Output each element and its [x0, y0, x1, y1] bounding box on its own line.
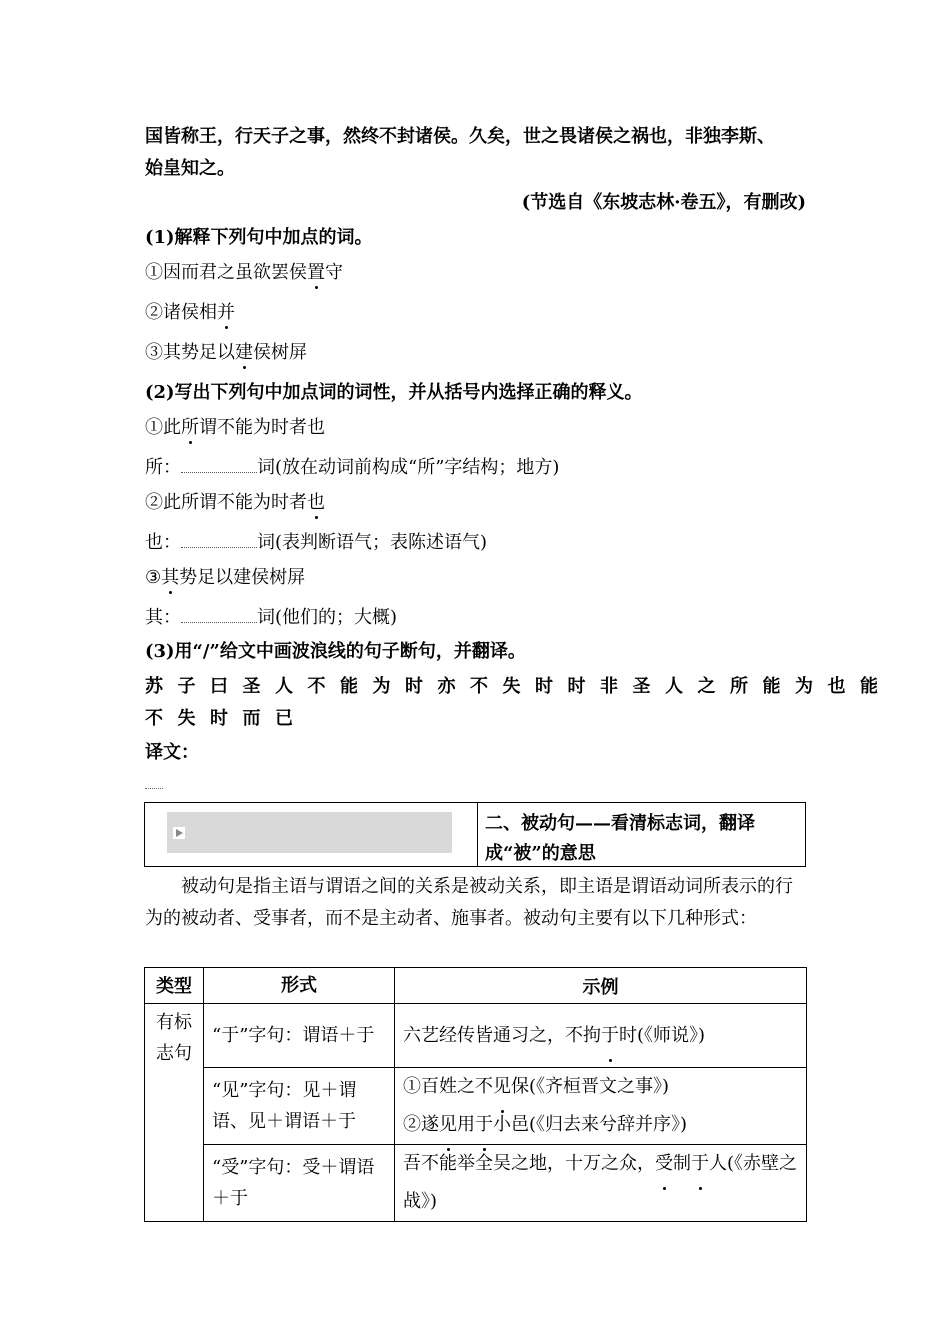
media-panel — [145, 803, 478, 866]
emphasis-dot: 也 — [307, 492, 325, 513]
q2-title: (2)写出下列句中加点词的词性，并从括号内选择正确的释义。 — [145, 382, 643, 403]
emphasis-dot: 见 — [439, 1106, 457, 1144]
q2-answer-3: 其： 词(他们的；大概) — [145, 607, 398, 628]
q2-answer-2: 也： 词(表判断语气；表陈述语气) — [145, 532, 488, 553]
media-bar[interactable] — [167, 812, 452, 853]
answer-blank[interactable] — [181, 533, 257, 548]
emphasis-dot: 并 — [217, 302, 235, 323]
q2-item-2: ②此所谓不能为时者也 — [145, 492, 325, 513]
answer-blank[interactable] — [181, 458, 257, 473]
form-cell: “于”字句：谓语＋于 — [204, 1004, 395, 1068]
play-icon[interactable] — [173, 827, 185, 839]
emphasis-dot: 于 — [475, 1106, 493, 1144]
passage-source: (节选自《东坡志林·卷五》，有删改) — [521, 192, 806, 213]
intro-paragraph: 被动句是指主语与谓语之间的关系是被动关系，即主语是谓语动词所表示的行为的被动者、受事者，而不是主动者、施事者。被动句主要有以下几种形式： — [145, 876, 793, 929]
q1-item-2: ②诸侯相并 — [145, 302, 235, 323]
emphasis-dot: 其 — [161, 567, 180, 588]
table-row — [145, 1004, 807, 1068]
q1-item-1: ①因而君之虽欲罢侯置守 — [145, 262, 343, 283]
answer-line[interactable] — [145, 788, 163, 789]
q2-item-1: ①此所谓不能为时者也 — [145, 417, 325, 438]
q2-answer-1: 所： 词(放在动词前构成“所”字结构；地方) — [145, 457, 560, 478]
emphasis-dot: 所 — [181, 417, 199, 438]
header-example: 示例 — [395, 968, 807, 1004]
table-row — [145, 1145, 807, 1222]
example-line: ②遂见用于小邑(《归去来兮辞并序》) — [403, 1106, 798, 1144]
table-row — [145, 1068, 807, 1145]
translation-label: 译文： — [145, 742, 199, 763]
example-cell: 吾不能举全吴之地，十万之众，受制于人(《赤壁之战》) — [395, 1145, 807, 1222]
q3-text-line-1: 苏子曰圣人不能为时亦不失时时非圣人之所能为也能 — [145, 676, 893, 697]
q1-item-3: ③其势足以建侯树屏 — [145, 342, 307, 363]
example-line: ①百姓之不见保(《齐桓晋文之事》) — [403, 1068, 798, 1106]
section-banner — [144, 802, 806, 867]
q2-item-3: ③其势足以建侯树屏 — [145, 567, 306, 588]
header-form: 形式 — [204, 968, 395, 1004]
answer-blank[interactable] — [181, 608, 257, 623]
header-type: 类型 — [145, 968, 204, 1004]
emphasis-dot: 见 — [493, 1068, 511, 1106]
section-heading: 二、被动句——看清标志词，翻译成“被”的意思 — [485, 813, 755, 864]
emphasis-dot: 置 — [307, 262, 325, 283]
table-header-row — [145, 968, 807, 1004]
example-cell — [395, 1068, 807, 1145]
emphasis-dot: 受 — [655, 1145, 673, 1183]
example-cell: 六艺经传皆通习之，不拘于时(《师说》) — [395, 1004, 807, 1068]
passage-line-1: 国皆称王，行天子之事，然终不封诸侯。久矣，世之畏诸侯之祸也，非独李斯、 — [145, 126, 775, 147]
passive-sentence-table — [144, 967, 807, 1222]
form-cell: “受”字句：受＋谓语＋于 — [204, 1145, 395, 1222]
q1-title: (1)解释下列句中加点的词。 — [145, 227, 373, 248]
emphasis-dot: 建 — [235, 342, 253, 363]
passage-line-2: 始皇知之。 — [145, 158, 235, 179]
emphasis-dot: 于 — [601, 1017, 619, 1055]
type-cell: 有标志句 — [145, 1004, 204, 1222]
form-cell: “见”字句：见＋谓语、见＋谓语＋于 — [204, 1068, 395, 1145]
emphasis-dot: 于 — [691, 1145, 709, 1183]
q3-text-line-2: 不失时而已 — [145, 708, 308, 729]
q3-title: (3)用“/”给文中画波浪线的句子断句，并翻译。 — [145, 641, 526, 662]
